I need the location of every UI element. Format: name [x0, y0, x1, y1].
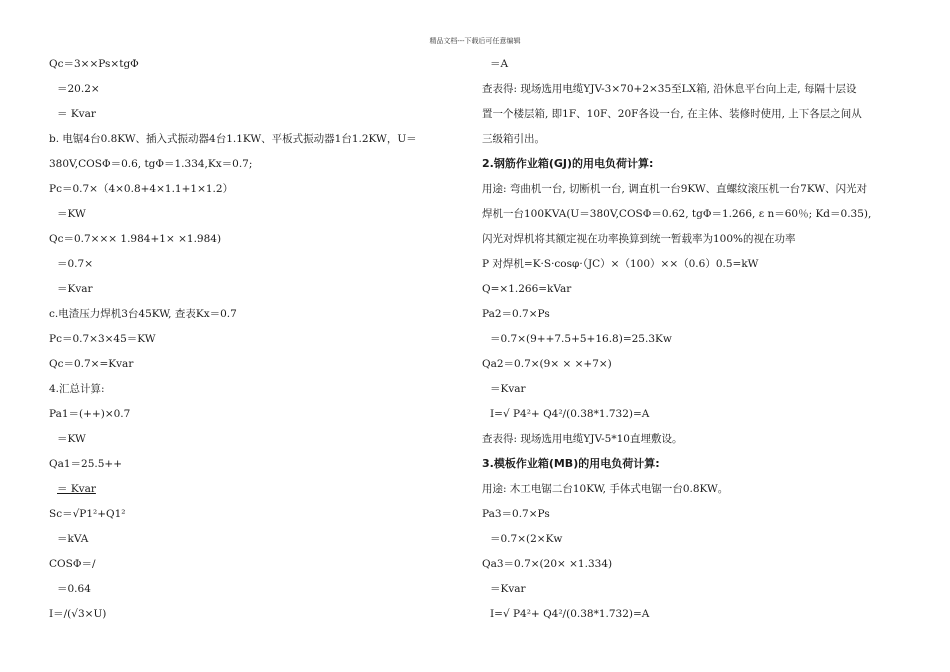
- text-line: ＝ Kvar: [57, 108, 96, 120]
- text-line: ＝kVA: [57, 533, 89, 545]
- text-line: Pa3＝0.7×Ps: [482, 508, 550, 520]
- page-header: 精品文档---下载后可任意编辑: [429, 37, 521, 45]
- text-line: ＝KW: [57, 433, 86, 445]
- text-line: I＝/(√3×U): [49, 608, 107, 620]
- text-line: Qa2＝0.7×(9× × ×+7×): [482, 358, 612, 370]
- text-line: ＝0.64: [57, 583, 91, 595]
- text-line: Pa2＝0.7×Ps: [482, 308, 550, 320]
- text-line: 用途: 弯曲机一台, 切断机一台, 调直机一台9KW、直螺纹滚压机一台7KW、闪光对: [482, 183, 868, 195]
- text-line: c.电渣压力焊机3台45KW, 查表Kx＝0.7: [49, 308, 237, 320]
- text-line: COSΦ＝/: [49, 558, 96, 570]
- text-line: 查表得: 现场选用电缆YJV-3×70+2×35至LX箱, 沿休息平台向上走, 每隔十层设: [482, 83, 857, 95]
- text-line: ＝20.2×: [57, 83, 100, 95]
- text-line: Sc＝√P1²+Q1²: [49, 508, 126, 520]
- text-line: Qc＝0.7××× 1.984+1× ×1.984): [49, 233, 222, 245]
- text-line: 三级箱引出。: [482, 133, 545, 145]
- section-heading: 3.模板作业箱(MB)的用电负荷计算:: [482, 457, 660, 470]
- text-line: Qc＝0.7×=Kvar: [49, 358, 134, 370]
- section-heading: 2.钢筋作业箱(GJ)的用电负荷计算:: [482, 157, 654, 170]
- text-line: ＝0.7×(9++7.5+5+16.8)=25.3Kw: [490, 333, 672, 345]
- text-line: 380V,COSΦ＝0.6, tgΦ＝1.334,Kx＝0.7;: [49, 158, 253, 170]
- text-line: Qc＝3××Ps×tgΦ: [49, 58, 139, 70]
- text-line: Pa1＝(++)×0.7: [49, 408, 131, 420]
- text-line: ＝Kvar: [57, 283, 93, 295]
- text-line: ＝ Kvar: [57, 483, 96, 495]
- text-line: 闪光对焊机将其额定视在功率换算到统一暂载率为100%的视在功率: [482, 233, 796, 245]
- text-line: Qa1＝25.5++: [49, 458, 123, 470]
- text-line: ＝0.7×(2×Kw: [490, 533, 563, 545]
- text-line: ＝KW: [57, 208, 86, 220]
- text-line: 焊机一台100KVA(U＝380V,COSΦ＝0.62, tgΦ＝1.266, ε n＝60％; Kd＝0.35),: [482, 208, 872, 220]
- text-line: ＝Kvar: [490, 583, 526, 595]
- text-line: Qa3＝0.7×(20× ×1.334): [482, 558, 613, 570]
- text-line: ＝Kvar: [490, 383, 526, 395]
- text-line: 置一个楼层箱, 即1F、10F、20F各设一台, 在主体、装修时使用, 上下各层之间从: [482, 108, 862, 120]
- text-line: Pc＝0.7×（4×0.8+4×1.1+1×1.2）: [49, 183, 234, 195]
- text-line: Pc＝0.7×3×45＝KW: [49, 333, 156, 345]
- text-line: 用途: 木工电锯二台10KW, 手体式电锯一台0.8KW。: [482, 483, 729, 495]
- text-line: Q=×1.266=kVar: [482, 283, 572, 295]
- formula-line: I=√ P4²+ Q4²/(0.38*1.732)=A: [490, 408, 650, 420]
- formula-line: P 对焊机=K·S·cosφ·（JC）×（100）××（0.6）0.5=kW: [482, 258, 759, 270]
- section-heading: 4.汇总计算:: [49, 383, 105, 395]
- text-line: ＝A: [490, 58, 509, 70]
- formula-line: I=√ P4²+ Q4²/(0.38*1.732)=A: [490, 608, 650, 620]
- text-line: b. 电锯4台0.8KW、插入式振动器4台1.1KW、平板式振动器1台1.2KW，U＝: [49, 133, 417, 145]
- text-line: 查表得: 现场选用电缆YJV-5*10直埋敷设。: [482, 433, 683, 445]
- text-line: ＝0.7×: [57, 258, 93, 270]
